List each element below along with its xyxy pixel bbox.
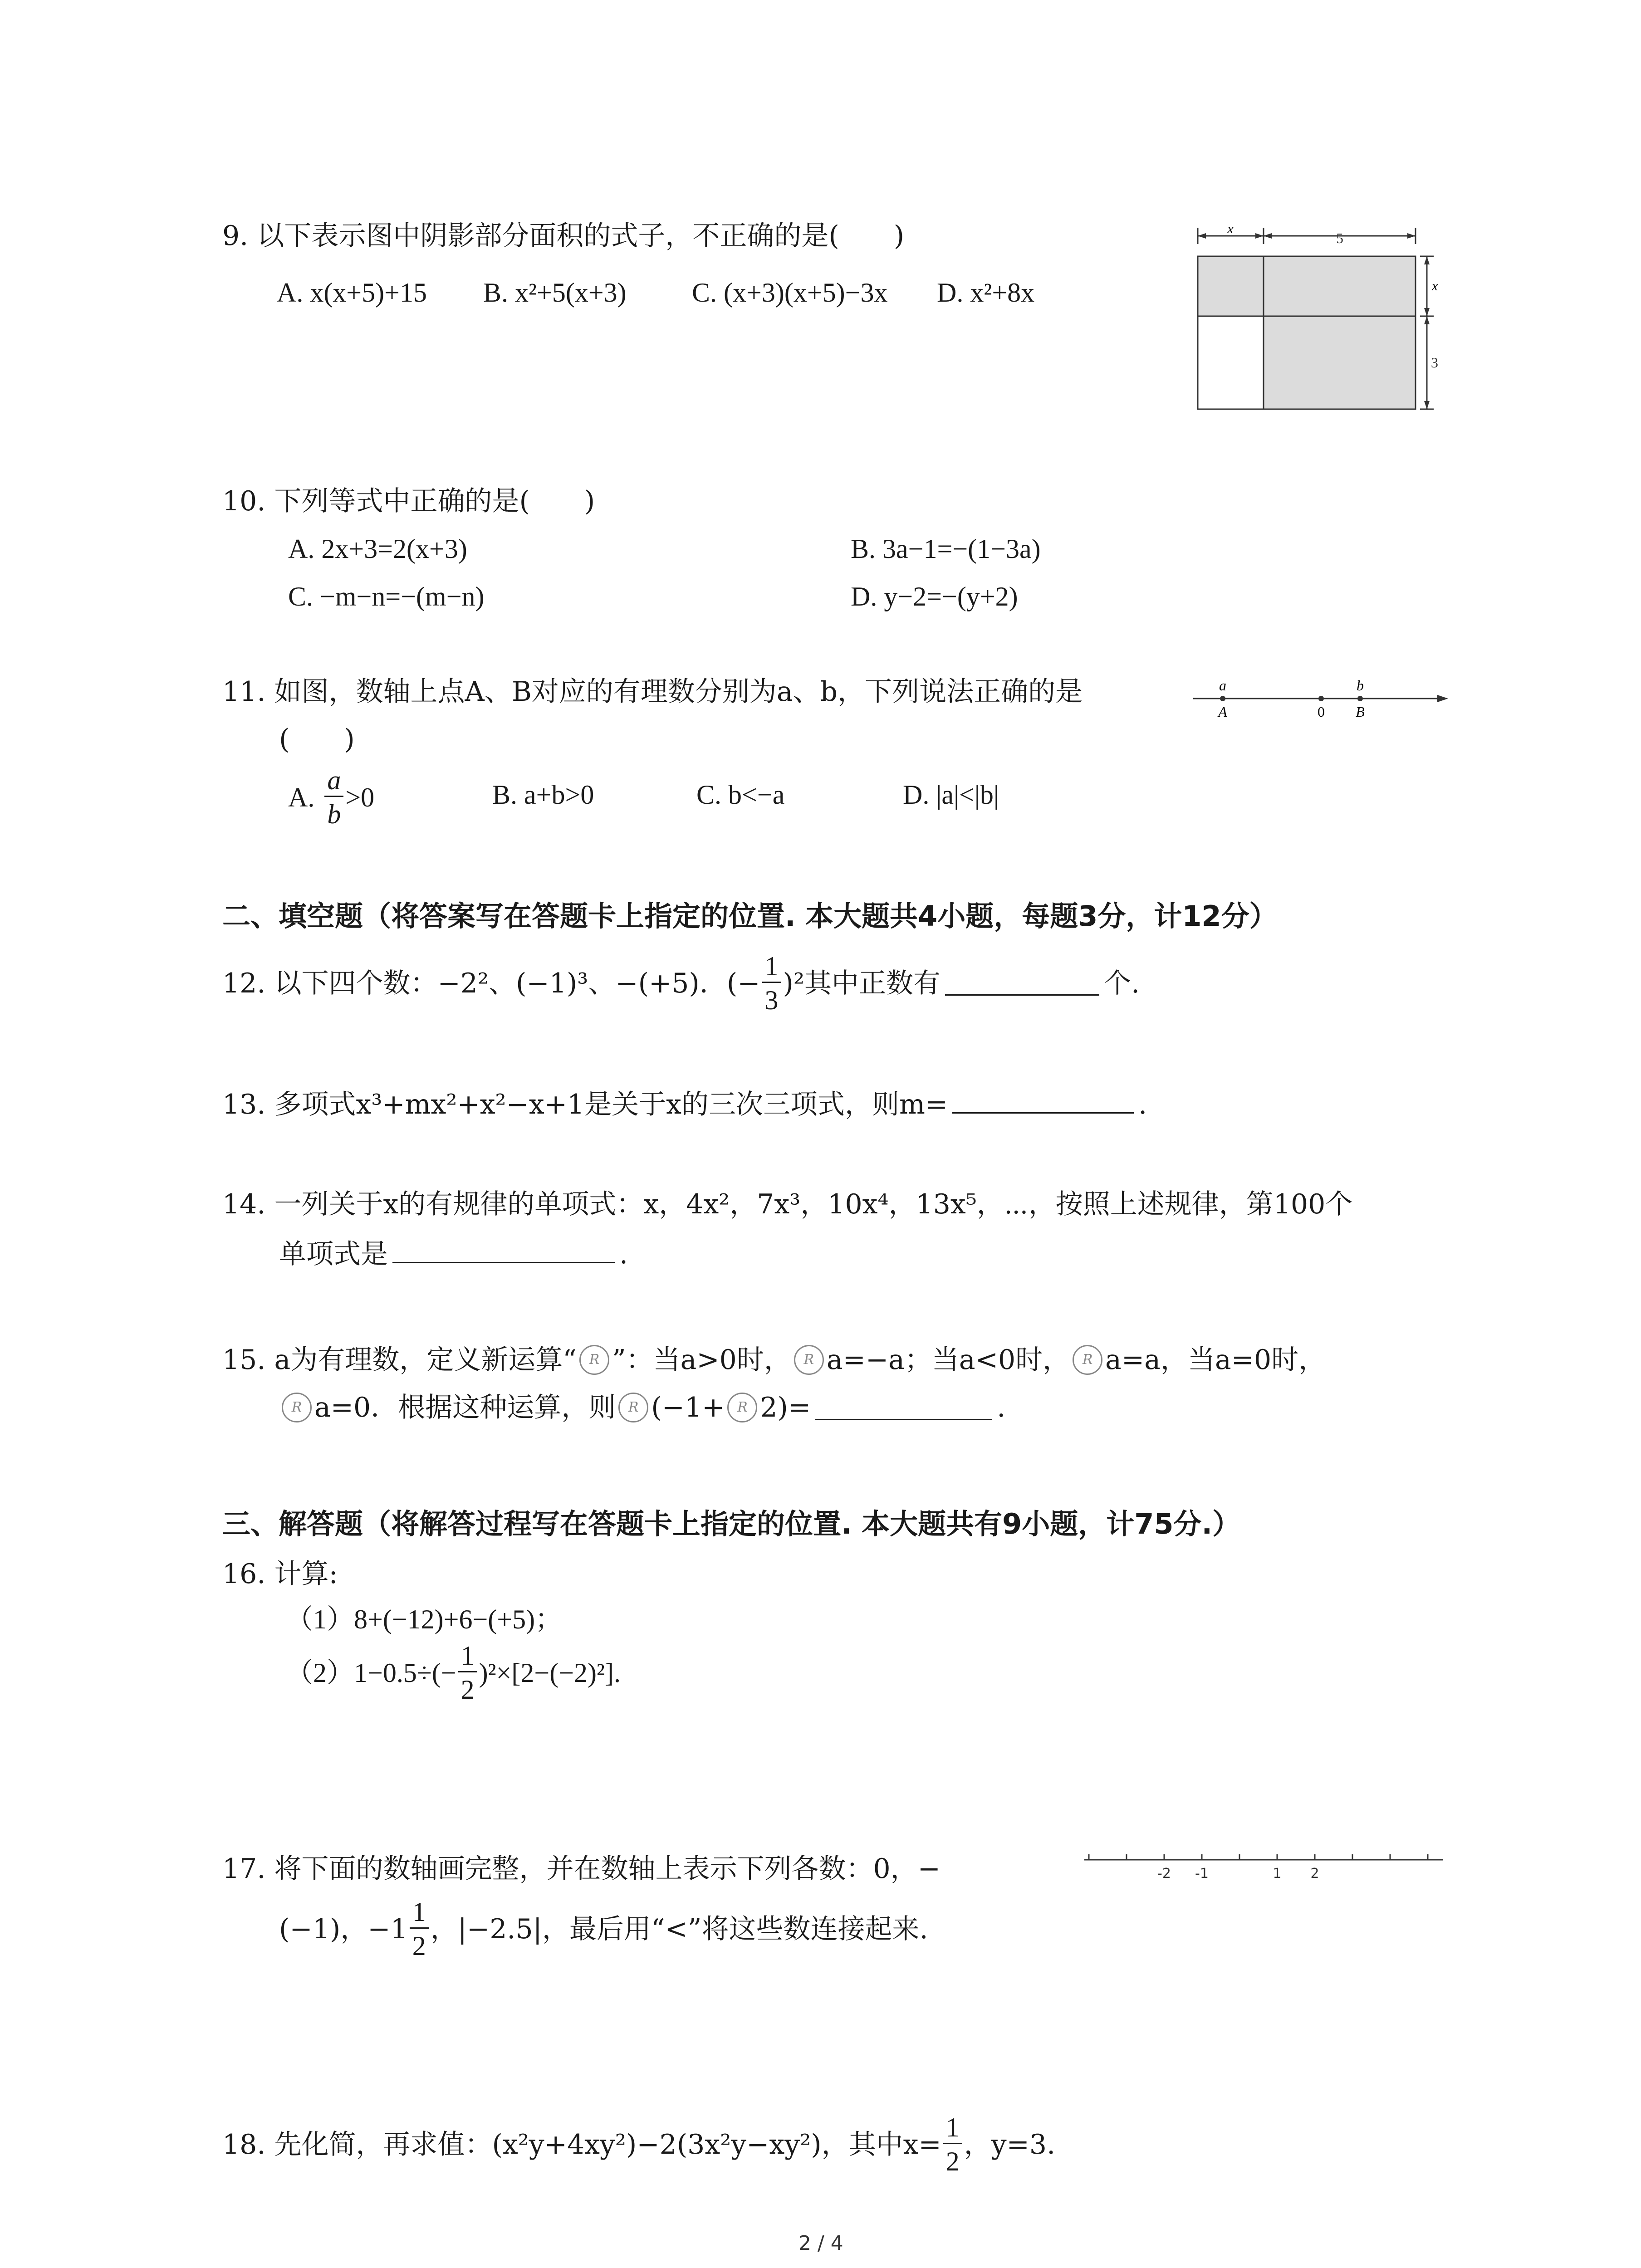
q16-fraction [458,1642,477,1703]
fraction-denominator: 2 [412,1931,426,1961]
q9-option-b: B. x²+5(x+3) [483,278,627,308]
q17-fraction [410,1898,429,1960]
page-number: 2 / 4 [798,2232,843,2255]
fig-shaded-top-right [1264,256,1416,316]
q11-stem-paren: ( ) [279,723,355,755]
q14-answer-blank[interactable] [392,1238,615,1263]
q14-line2 [279,1238,628,1268]
tick-label-minus-1: -1 [1195,1866,1209,1882]
fraction-numerator: a [324,767,343,797]
tick-label-minus-2: -2 [1157,1866,1171,1882]
q13-text: 13. 多项式x³+mx²+x²−x+1是关于x的三次三项式，则m= [222,1089,948,1120]
fraction-denominator: 3 [764,985,779,1015]
q11-option-a-fraction [324,767,343,828]
r-operation-icon: R [1073,1345,1102,1375]
q16-part-1: （1）8+(−12)+6−(+5)； [286,1604,563,1634]
q18-fraction [943,2114,962,2175]
q9-area-figure [1189,222,1443,422]
q18-text-post: ，y=3. [964,2128,1056,2160]
q9-option-a: A. x(x+5)+15 [277,278,427,308]
q14-end: . [619,1238,628,1270]
q12-text-pre: 12. 以下四个数：−2²、(−1)³、−(+5)．(− [222,967,760,999]
q10-option-b: B. 3a−1=−(1−3a) [851,534,1041,564]
q15-line1-part-d: a=a，当a=0时， [1105,1344,1326,1376]
q15-line2-part-c: 2)= [760,1392,811,1423]
q15-line1-part-c: a=−a；当a<0时， [826,1344,1070,1376]
q13 [222,1089,1147,1118]
q12 [222,953,1140,1014]
fraction-numerator: 1 [762,953,781,983]
fig-right-x-label: x [1432,279,1438,293]
origin-label: 0 [1318,704,1325,720]
q17-line2 [279,1898,928,1960]
fig-top-x-label: x [1227,222,1234,236]
q13-answer-blank[interactable] [952,1089,1134,1114]
section-2-heading: 二、填空题（将答案写在答题卡上指定的位置. 本大题共4小题，每题3分，计12分） [222,899,1278,933]
q13-end: . [1138,1089,1147,1120]
fraction-numerator: 1 [410,1898,429,1929]
q11-option-c: C. b<−a [696,780,785,810]
q15-line2 [279,1393,1005,1422]
fig-shaded-top-left [1198,256,1264,316]
q10-option-c: C. −m−n=−(m−n) [288,582,485,611]
q17-incomplete-number-line [1080,1842,1452,1887]
q11-option-b: B. a+b>0 [492,780,594,810]
r-operation-icon: R [794,1345,824,1375]
q15-line2-part-a: a=0．根据这种运算，则 [314,1392,616,1423]
q11-option-d: D. |a|<|b| [903,780,999,810]
q16-stem: 16. 计算: [222,1558,338,1590]
point-b-value-label: b [1357,677,1364,694]
q11-option-a-rest: >0 [345,782,375,812]
q12-answer-blank[interactable] [945,971,1099,996]
q9-option-d: D. x²+8x [937,278,1035,308]
q9-option-c: C. (x+3)(x+5)−3x [692,278,888,308]
q15-line2-part-b: (−1+ [651,1392,725,1423]
q11-stem: 11. 如图，数轴上点A、B对应的有理数分别为a、b，下列说法正确的是 [222,676,1083,708]
fraction-denominator: 2 [460,1675,475,1705]
r-operation-icon: R [618,1393,648,1422]
q12-fraction [762,953,781,1014]
q10-stem: 10. 下列等式中正确的是( ) [222,485,595,517]
q11-option-a [288,767,374,828]
point-B-label: B [1356,704,1365,720]
q12-text-end: 个. [1104,967,1140,999]
tick-label-1: 1 [1273,1866,1282,1882]
q15-line1 [222,1345,1326,1375]
fraction-denominator: 2 [945,2146,960,2176]
q11-number-line [1189,671,1452,730]
fraction-denominator: b [327,799,341,829]
point-A-label: A [1218,704,1227,720]
q16-part-2-pre: （2）1−0.5÷(− [286,1657,456,1688]
section-3-heading: 三、解答题（将解答过程写在答题卡上指定的位置. 本大题共有9小题，计75分.） [222,1507,1241,1540]
q10-option-a: A. 2x+3=2(x+3) [288,534,467,564]
q14-line1: 14. 一列关于x的有规律的单项式：x，4x²，7x³，10x⁴，13x⁵，⋯，按照上述规律，第100个 [222,1188,1353,1220]
fraction-numerator: 1 [943,2114,962,2144]
q14-line2-text: 单项式是 [279,1238,388,1270]
q17-line2-pre: (−1)，−1 [279,1913,408,1945]
q18-text-pre: 18. 先化简，再求值：(x²y+4xy²)−2(3x²y−xy²)，其中x= [222,2128,941,2160]
q10-option-d: D. y−2=−(y+2) [851,582,1018,611]
q15-end: . [997,1392,1006,1423]
q18 [222,2114,1055,2175]
r-operation-icon: R [727,1393,757,1422]
tick-label-2: 2 [1310,1866,1319,1882]
fraction-numerator: 1 [458,1642,477,1672]
r-operation-icon: R [282,1393,312,1422]
r-operation-icon: R [579,1345,609,1375]
q17-line1: 17. 将下面的数轴画完整，并在数轴上表示下列各数：0，− [222,1853,941,1885]
q16-part-2 [286,1642,621,1703]
q9-stem: 9. 以下表示图中阴影部分面积的式子，不正确的是( ) [222,220,905,252]
point-a-value-label: a [1219,677,1226,694]
q15-line1-part-a: 15. a为有理数，定义新运算“ [222,1344,577,1376]
q17-line2-post: ，|−2.5|，最后用“<”将这些数连接起来. [430,1913,928,1945]
fig-right-3-label: 3 [1431,354,1438,371]
q11-option-a-letter: A. [288,782,315,812]
q12-text-post: )²其中正数有 [783,967,941,999]
q15-answer-blank[interactable] [815,1395,992,1420]
fig-top-5-label: 5 [1336,230,1343,246]
q16-part-2-post: )²×[2−(−2)²]. [479,1657,621,1688]
fig-shaded-bottom-right [1264,316,1416,409]
fig-unshaded-bottom-left [1198,316,1264,409]
q15-line1-part-b: ”：当a>0时， [612,1344,791,1376]
